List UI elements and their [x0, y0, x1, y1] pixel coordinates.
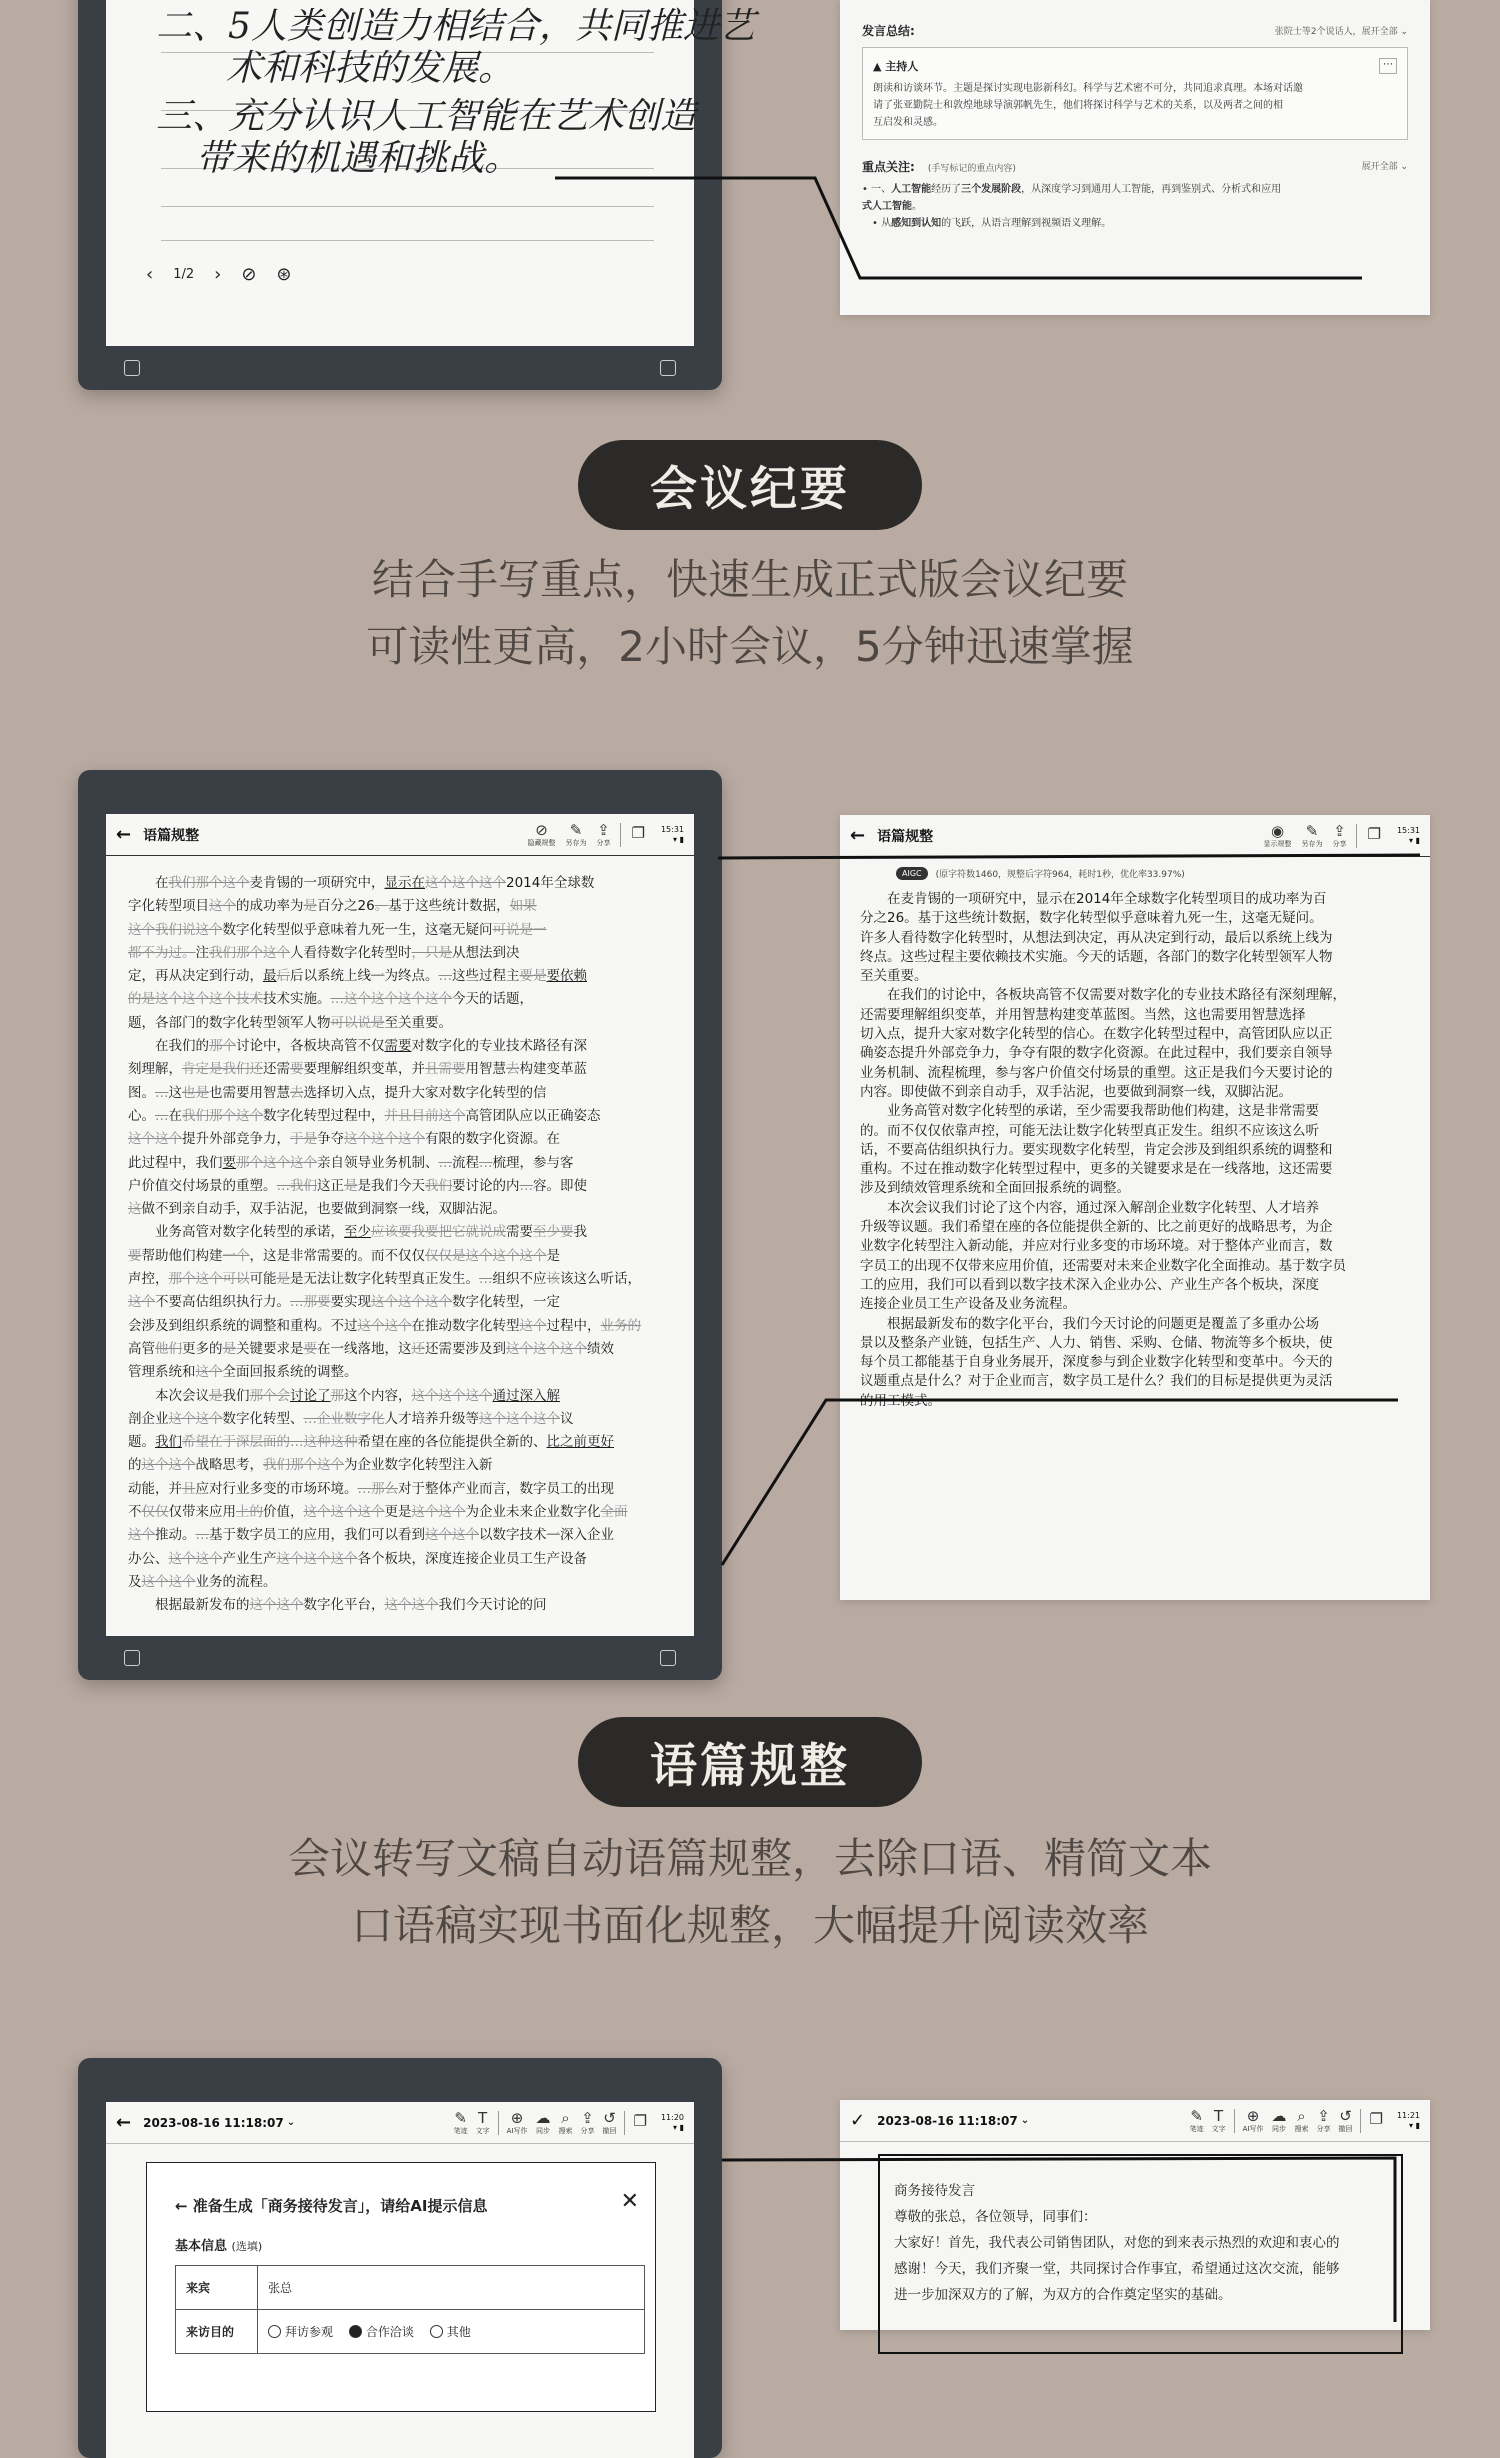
guest-label: 来宾 — [176, 2266, 258, 2310]
normalized-line: 涉及到绩效管理系统和全面回报系统的调整。 — [860, 1180, 1130, 1197]
window-icon: ❐ — [633, 2112, 647, 2130]
transcript-line: 的这个这个战略思考，我们那个这个为企业数字化转型注入新 — [128, 1457, 493, 1474]
text-button[interactable]: T 文字 — [1211, 2106, 1226, 2133]
normalized-line: 根据最新发布的数字化平台，我们今天讨论的问题更是覆盖了多重办公场 — [860, 1315, 1319, 1332]
search-icon: ⌕ — [561, 2108, 570, 2127]
transcript-line: 题。我们希望在于深层面的…这种这种希望在座的各位能提供全新的、比之前更好 — [128, 1434, 614, 1451]
normalized-line: 业数字化转型注入新动能，并应对行业多变的市场环境。对于整体产业而言，数 — [860, 1238, 1333, 1255]
normalized-line: 话，不要高估组织执行力。要实现数字化转型，肯定会涉及到组织系统的调整和 — [860, 1141, 1333, 1158]
eye-off-icon: ⊘ — [535, 820, 548, 839]
transcript-screen — [106, 814, 694, 1636]
app-bar — [106, 814, 694, 856]
transcript-line: 高管他们更多的是关键要求是要在一线落地，这还还需要涉及到这个这个这个绩效 — [128, 1340, 614, 1357]
back-icon[interactable]: ← — [116, 2112, 132, 2133]
window-icon: ❐ — [1369, 2110, 1383, 2128]
basic-info-heading: 基本信息 (选填) — [175, 2239, 263, 2254]
close-icon[interactable]: ✕ — [620, 2189, 639, 2214]
share-icon: ⇪ — [581, 2108, 594, 2127]
app-bar — [106, 2102, 694, 2144]
transcript-line: 题，各部门的数字化转型领军人物可以说是至关重要。 — [128, 1014, 452, 1031]
page-title: 语篇规整 — [877, 828, 934, 845]
pen-button[interactable]: ✎ 笔迹 — [1189, 2106, 1204, 2133]
undo-icon: ↺ — [1339, 2106, 1352, 2125]
normalized-line: 本次会议我们讨论了这个内容，通过深入解剖企业数字化转型、人才培养 — [860, 1199, 1319, 1216]
page-navigator — [146, 264, 292, 285]
sync-button[interactable]: ☁ 同步 — [1271, 2106, 1287, 2133]
pen-icon: ✎ — [454, 2108, 467, 2127]
tablet-transcript — [78, 770, 722, 1680]
ai-write-button[interactable]: ⊕ AI写作 — [1242, 2106, 1264, 2133]
pen-icon: ✎ — [1190, 2106, 1203, 2125]
normalized-line: 字员工的出现不仅带来应用价值，还需要对未来企业数字化全面推动。基于数字员 — [860, 1257, 1346, 1274]
normalized-line: 工的应用，我们可以看到以数字技术深入企业办公、产业生产各个板块，深度 — [860, 1276, 1319, 1293]
transcript-line: 根据最新发布的这个这个数字化平台，这个这个我们今天讨论的问 — [155, 1597, 547, 1614]
transcript-line: 本次会议是我们那个会讨论了那这个内容，这个这个这个通过深入解 — [155, 1387, 560, 1404]
section-subtitle: 结合手写重点，快速生成正式版会议纪要 — [371, 555, 1128, 604]
app-bar — [840, 815, 1430, 857]
normalized-line: 在麦肯锡的一项研究中，显示在2014年全球数字化转型项目的成功率为百 — [860, 891, 1327, 907]
back-arrow-icon[interactable]: ← — [175, 2197, 193, 2215]
transcript-line: 动能，并且应对行业多变的市场环境。…那么对于整体产业而言，数字员工的出现 — [128, 1480, 614, 1497]
purpose-radio-visit[interactable]: 拜访参观 — [268, 2323, 333, 2340]
normalized-text-panel — [840, 815, 1430, 1600]
search-button[interactable]: ⌕ 搜索 — [1294, 2106, 1309, 2133]
purpose-radio-other[interactable]: 其他 — [430, 2323, 471, 2340]
save-icon: ✎ — [569, 820, 583, 839]
transcript-line: 在我们那个这个麦肯锡的一项研究中，显示在这个这个这个2014年全球数 — [155, 875, 595, 891]
ai-writing-screen — [106, 2102, 694, 2458]
eraser-icon[interactable]: ⊘ — [241, 264, 257, 285]
summary-label: 发言总结: — [862, 24, 915, 38]
transcript-line: 会涉及到组织系统的调整和重构。不过这个这个在推动数字化转型这个过程中，业务的 — [128, 1317, 641, 1334]
back-icon[interactable]: ← — [116, 824, 132, 845]
normalized-line: 内容。即使做不到亲自动手，双手沾泥，也要做到洞察一线，双脚沾泥。 — [860, 1083, 1292, 1100]
ai-result-panel — [840, 2100, 1430, 2330]
device-bottom-bar — [106, 346, 694, 390]
person-icon: ▲ — [873, 60, 886, 73]
ai-prompt-dialog — [146, 2162, 656, 2412]
normalized-line: 还需要理解组织变革，并用智慧构建变革蓝图。当然，这也需要用智慧选择 — [860, 1006, 1306, 1023]
note-timestamp: 2023-08-16 11:18:07 — [877, 2113, 1018, 2128]
share-button[interactable]: ⇪ 分享 — [596, 820, 611, 847]
more-icon[interactable]: ⋯ — [1379, 58, 1397, 74]
section-title-minutes: 会议纪要 — [578, 440, 922, 530]
tablet-handwriting — [78, 0, 755, 390]
handwriting-line: 术和科技的发展。 — [226, 48, 515, 89]
letter-line: 大家好！首先，我代表公司销售团队，对您的到来表示热烈的欢迎和衷心的 — [894, 2235, 1340, 2251]
normalized-line: 的。而不仅仅依靠声控，可能无法让数字化转型真正发生。组织不应该这么听 — [860, 1122, 1319, 1139]
meeting-summary-panel — [840, 0, 1430, 315]
transcript-line: 不仅仅仅带来应用上的价值，这个这个这个更是这个这个为企业未来企业数字化全面 — [128, 1504, 628, 1521]
undo-button[interactable]: ↺ 撤回 — [602, 2108, 617, 2135]
normalized-line: 重构。不过在推动数字化转型过程中，更多的关键要求是在一线落地，这还需要 — [860, 1161, 1333, 1178]
generated-letter — [878, 2154, 1403, 2354]
transcript-line: 字化转型项目这个的成功率为是百分之26。基于这些统计数据，如果 — [128, 898, 537, 915]
share-button[interactable]: ⇪ 分享 — [1332, 821, 1347, 848]
share-icon: ⇪ — [1333, 821, 1346, 840]
home-icon[interactable] — [124, 1650, 140, 1666]
normalized-transcript — [860, 890, 1410, 1411]
chevron-down-icon[interactable]: ⌄ — [1020, 2115, 1030, 2126]
aigc-stats — [896, 867, 1185, 880]
letter-greeting: 尊敬的张总，各位领导，同事们： — [894, 2209, 1097, 2225]
window-button[interactable] — [631, 826, 644, 843]
ai-write-button[interactable]: ⊕ AI写作 — [506, 2108, 528, 2135]
key-point: • 一、人工智能经历了三个发展阶段，从深度学习到通用人工智能，再到鉴别式、分析式和应用 式人工智能。 — [862, 184, 1282, 212]
normalized-line: 每个员工都能基于自身业务展开，深度参与到企业数字化转型和变革中。今天的 — [860, 1354, 1333, 1371]
normalized-line: 议题重点是什么？对于企业而言，数字员工是什么？我们的目标是提供更为灵活 — [860, 1373, 1333, 1390]
normalized-line: 切入点，提升大家对数字化转型的信心。在数字化转型过程中，高管团队应以正 — [860, 1026, 1333, 1043]
transcript-line: 户价值交付场景的重塑。…我们这正是是我们今天我们要讨论的内…容。即使 — [128, 1177, 587, 1194]
transcript-line: 这个不要高估组织执行力。…那要要实现这个这个这个数字化转型，一定 — [128, 1294, 560, 1311]
transcript-line: 图。…这也是也需要用智慧去选择切入点，提升大家对数字化转型的信 — [128, 1084, 547, 1101]
window-button[interactable] — [1367, 827, 1380, 844]
show-normalize-button[interactable]: ◉ 显示规整 — [1263, 821, 1292, 848]
transcript-line: 此过程中，我们要那个这个这个亲自领导业务机制、…流程…梳理，参与客 — [128, 1154, 574, 1171]
share-icon: ⇪ — [597, 820, 610, 839]
cloud-icon: ☁ — [1271, 2106, 1287, 2125]
window-button[interactable] — [633, 2114, 646, 2131]
transcript-line: 办公、这个这个产业生产这个这个这个各个板块，深度连接企业员工生产设备 — [128, 1550, 587, 1567]
handwriting-line: 带来的机遇和挑战。 — [196, 138, 521, 179]
transcript-line: 要帮助他们构建一个，这是非常需要的。而不仅仅仅仅是这个这个这个是 — [128, 1247, 560, 1264]
pen-button[interactable]: ✎ 笔迹 — [453, 2108, 468, 2135]
transcript-line: 这个我们说这个数字化转型似乎意味着九死一生，这毫无疑问可说是一 — [128, 921, 547, 938]
normalized-line: 升级等议题。我们希望在座的各位能提供全新的、比之前更好的战略思考，为企 — [860, 1219, 1333, 1236]
back-icon[interactable]: ← — [850, 825, 866, 846]
search-icon: ⌕ — [1297, 2106, 1306, 2125]
lasso-icon[interactable]: ⊛ — [276, 264, 292, 285]
letter-title: 商务接待发言 — [894, 2183, 975, 2199]
eye-icon: ◉ — [1270, 821, 1285, 840]
prev-page-button[interactable]: ‹ — [146, 264, 154, 285]
page-number: 1/2 — [173, 267, 195, 282]
confirm-icon[interactable]: ✓ — [850, 2110, 866, 2131]
save-as-button[interactable]: ✎ 另存为 — [1301, 821, 1323, 848]
transcript-line: 心。…在我们那个这个数字化转型过程中，并且目前这个高管团队应以正确姿态 — [128, 1107, 601, 1124]
normalized-line: 业务机制、流程梳理，参与客户价值交付场景的重塑。这正是我们今天要讨论的 — [860, 1064, 1333, 1081]
hide-normalize-button[interactable]: ⊘ 隐藏规整 — [527, 820, 556, 847]
switch-icon[interactable] — [660, 1650, 676, 1666]
chevron-down-icon[interactable]: ⌄ — [286, 2117, 296, 2128]
letter-line: 感谢！今天，我们齐聚一堂，共同探讨合作事宜，希望通过这次交流，能够 — [894, 2261, 1340, 2277]
transcript-line: 这做不到亲自动手，双手沾泥，也要做到洞察一线，双脚沾泥。 — [128, 1201, 506, 1218]
transcript-line: 在我们的那个讨论中，各板块高管不仅需要对数字化的专业技术路径有深 — [155, 1038, 587, 1055]
transcript-line: 剖企业这个这个数字化转型、…企业数字化人才培养升级等这个这个这个议 — [128, 1410, 574, 1427]
transcript-line: 这个推动。…基于数字员工的应用，我们可以看到这个这个以数字技术一深入企业 — [128, 1527, 614, 1544]
undo-icon: ↺ — [603, 2108, 616, 2127]
home-icon[interactable] — [124, 360, 140, 376]
tablet-ai-writing — [78, 2058, 722, 2458]
share-button[interactable]: ⇪ 分享 — [1316, 2106, 1331, 2133]
transcript-line: 定，再从决定到行动，最后后以系统上线一为终点。…这些过程主要是要依赖 — [128, 968, 587, 985]
save-icon: ✎ — [1305, 821, 1319, 840]
summary-box — [862, 47, 1408, 140]
status-clock: 15:31 ▾ ▮ — [660, 824, 684, 844]
normalized-line: 在我们的讨论中，各板块高管不仅需要对数字化的专业技术路径有深刻理解， — [860, 987, 1346, 1004]
dialog-title: ← 准备生成「商务接待发言」，请给AI提示信息 — [175, 2197, 488, 2215]
status-clock: 11:21 ▾ ▮ — [1396, 2110, 1420, 2130]
normalized-line: 业务高管对数字化转型的承诺，至少需要我帮助他们构建，这是非常需要 — [860, 1103, 1319, 1120]
key-points-label: 重点关注: — [862, 160, 915, 174]
normalized-line: 许多人看待数字化转型时，从想法到决定，再从决定到行动，最后以系统上线为 — [860, 929, 1333, 946]
device-bottom-bar — [106, 1636, 694, 1680]
ai-icon: ⊕ — [1246, 2106, 1260, 2125]
normalized-line: 的用工模式。 — [860, 1392, 941, 1409]
transcript-line: 的是这个这个这个技术技术实施。…这个这个这个这个今天的话题， — [128, 991, 533, 1008]
transcript-line: 都不为过。注我们那个这个人看待数字化转型时，只是从想法到决 — [128, 944, 520, 961]
window-button[interactable] — [1369, 2112, 1382, 2129]
table-row — [176, 2266, 645, 2310]
transcript-line: 业务高管对数字化转型的承诺，至少应该要我要把它就说成需要至少要我 — [155, 1224, 587, 1241]
table-row — [176, 2310, 645, 2354]
handwriting-line: 二、5人类创造力相结合，共同推进艺 — [156, 6, 755, 47]
share-button[interactable]: ⇪ 分享 — [580, 2108, 595, 2135]
guest-input[interactable]: 张总 — [258, 2266, 645, 2310]
aigc-badge: AIGC — [896, 867, 928, 880]
app-bar — [840, 2100, 1430, 2142]
ai-icon: ⊕ — [510, 2108, 524, 2127]
purpose-label: 来访目的 — [176, 2310, 258, 2354]
expand-key-link[interactable]: 展开全部 ⌄ — [1361, 162, 1408, 172]
normalized-line: 终点。这些过程主要依赖技术实施。今天的话题，各部门的数字化转型领军人物 — [860, 948, 1333, 965]
window-icon: ❐ — [1367, 825, 1381, 843]
undo-button[interactable]: ↺ 撤回 — [1338, 2106, 1353, 2133]
summary-text: 朗读和访谈环节。主题是探讨实现电影新科幻。科学与艺术密不可分，共同追求真理。本场对话邀 请了张亚勤院士和敦煌地球导演郭帆先生，他们将探讨科学与艺术的关系，以及两者之间的相 互启发和灵感。 — [873, 83, 1303, 128]
edited-transcript — [128, 872, 672, 1618]
normalized-line: 连接企业员工生产设备及业务流程。 — [860, 1296, 1076, 1313]
page-title: 语篇规整 — [143, 827, 200, 844]
next-page-button[interactable]: › — [214, 264, 222, 285]
section-subtitle: 口语稿实现书面化规整，大幅提升阅读效率 — [350, 1901, 1149, 1950]
cloud-icon: ☁ — [535, 2108, 551, 2127]
note-timestamp: 2023-08-16 11:18:07 — [143, 2115, 284, 2130]
transcript-line: 这个这个提升外部竞争力，于是争夺这个这个这个有限的数字化资源。在 — [128, 1131, 560, 1148]
transcript-line: 及这个这个业务的流程。 — [128, 1573, 277, 1590]
transcript-line: 声控，那个这个可以可能是是无法让数字化转型真正发生。…组织不应该该这么听话， — [128, 1271, 641, 1288]
normalized-line: 确姿态提升外部竞争力，争夺有限的数字化资源。在此过程中，我们要亲自领导 — [860, 1045, 1333, 1062]
normalized-line: 景以及整条产业链，包括生产、人力、销售、采购、仓储、物流等多个板块，使 — [860, 1334, 1333, 1351]
purpose-options — [258, 2310, 645, 2354]
speaker-name: 主持人 — [885, 60, 919, 73]
section-subtitle: 可读性更高，2小时会议，5分钟迅速掌握 — [366, 622, 1134, 671]
basic-info-table — [175, 2265, 645, 2354]
expand-all-link[interactable]: 张院士等2个说话人，展开全部 ⌄ — [1274, 27, 1408, 37]
transcript-line: 刻理解，肯定是我们还还需要要理解组织变革，并且需要用智慧去构建变革蓝 — [128, 1061, 587, 1078]
window-icon: ❐ — [631, 824, 645, 842]
status-clock: 11:20 ▾ ▮ — [660, 2112, 684, 2132]
section-title-normalize: 语篇规整 — [578, 1717, 922, 1807]
normalized-line: 至关重要。 — [860, 968, 928, 985]
key-points-list — [862, 181, 1408, 232]
sync-button[interactable]: ☁ 同步 — [535, 2108, 551, 2135]
text-icon: T — [478, 2108, 488, 2127]
normalized-line: 分之26。基于这些统计数据，数字化转型似乎意味着九死一生，这毫无疑问。 — [860, 910, 1323, 927]
section-subtitle: 会议转写文稿自动语篇规整，去除口语、精简文本 — [287, 1834, 1212, 1883]
search-button[interactable]: ⌕ 搜索 — [558, 2108, 573, 2135]
letter-line: 进一步加深双方的了解，为双方的合作奠定坚实的基础。 — [894, 2287, 1232, 2303]
transcript-line: 管理系统和这个全面回报系统的调整。 — [128, 1364, 358, 1381]
share-icon: ⇪ — [1317, 2106, 1330, 2125]
aigc-stats-text: (原字符数1460，规整后字符964，耗时1秒，优化率33.97%) — [935, 870, 1185, 880]
handwriting-page — [106, 0, 755, 346]
save-as-button[interactable]: ✎ 另存为 — [565, 820, 587, 847]
handwriting-line: 三、充分认识人工智能在艺术创造 — [156, 96, 697, 137]
text-icon: T — [1214, 2106, 1224, 2125]
purpose-radio-cooperation[interactable]: 合作洽谈 — [349, 2323, 414, 2340]
key-point: • 从感知到认知的飞跃，从语言理解到视频语义理解。 — [872, 218, 1112, 229]
text-button[interactable]: T 文字 — [475, 2108, 490, 2135]
status-clock: 15:31 ▾ ▮ — [1396, 825, 1420, 845]
switch-icon[interactable] — [660, 360, 676, 376]
key-points-hint: (手写标记的重点内容) — [927, 164, 1016, 174]
